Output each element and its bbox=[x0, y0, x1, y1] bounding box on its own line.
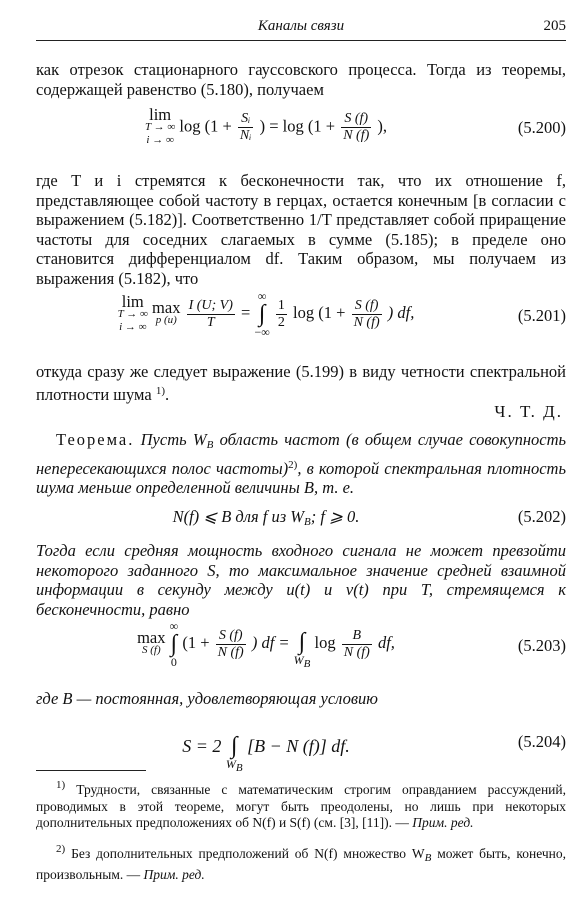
theorem-label: Теорема. bbox=[56, 430, 135, 449]
max-operator: max S (f) bbox=[137, 628, 166, 656]
equation-number: (5.204) bbox=[517, 732, 566, 751]
paragraph-3: откуда сразу же следует выражение (5.199) в виду четности спектральной плотности шума $^{1)}$. bbox=[36, 362, 566, 404]
footnote-ref-2[interactable]: 2) bbox=[288, 458, 298, 471]
paragraph-1: как отрезок стационарного гауссовского процесса. Тогда из теоремы, содержащей равенство (5.180), получаем bbox=[36, 60, 566, 99]
integral-sign: ∫ WB bbox=[293, 629, 311, 670]
footnote-ref-1[interactable]: 1) bbox=[155, 384, 165, 397]
max-operator: max p (u) bbox=[152, 298, 181, 326]
theorem-statement: Теорема. Пусть $W_B$ область частот (в общем случае совокупность непересекающихся полос частоты)$^{2)}$, в которой спектральная плотность шума меньше определенной величины B, т. е. bbox=[36, 430, 566, 497]
equation-5-201: lim T → ∞ i → ∞ max p (u) $\frac{I (U; V)}{T}$ = ∞ ∫ −∞ $\frac{1}{2}$ log (1 + $\frac{S (f)}{N (f)}$ ) df, (5.201) bbox=[117, 289, 566, 339]
page-number: 205 bbox=[543, 18, 566, 34]
limit-operator: lim T → ∞ i → ∞ bbox=[144, 105, 176, 146]
footnote-1: $^{1)}$ Трудности, связанные с математическим строгим оправданием рассуждений, проводимых в этой теореме, могут быть преодолены, но лишь при некоторых дополнительных предположениях об N(f) и S(f) (см. [3], [11]). — Прим. ред. bbox=[36, 779, 567, 830]
limit-operator: lim T → ∞ i → ∞ bbox=[117, 291, 148, 333]
qed-mark: Ч. Т. Д. bbox=[494, 402, 563, 421]
equation-5-202: N(f) ⩽ B для f из $W_B$; f ⩾ 0. (5.202) bbox=[172, 507, 566, 528]
equation-number: (5.203) bbox=[517, 636, 566, 655]
equation-number: (5.202) bbox=[517, 507, 566, 526]
footnote-separator bbox=[36, 770, 146, 771]
integral-sign: ∞ ∫ −∞ bbox=[254, 289, 270, 339]
running-head bbox=[36, 18, 566, 41]
equation-5-203: max S (f) ∞ ∫ 0 (1 + $\frac{S (f)}{N (f)}$ ) df = ∫ WB log $\frac{B}{N (f)}$ df, (5.203) bbox=[137, 619, 566, 670]
paragraph-5: Тогда если средняя мощность входного сигнала не может превзойти некоторого заданного S, то максимальное значение средней взаимной информации в секунду между u(t) и v(t) при T, стремящемся к бесконечности, равно bbox=[36, 541, 566, 619]
paragraph-6: где B — постоянная, удовлетворяющая условию bbox=[36, 689, 378, 708]
equation-5-204: S = 2 ∫ WB [B − N (f)] df. (5.204) bbox=[36, 718, 566, 766]
equation-number: (5.200) bbox=[517, 118, 566, 137]
equation-number: (5.201) bbox=[517, 306, 566, 325]
equation-5-200: lim T → ∞ i → ∞ log (1 + $\frac{\text{Sᵢ}}{\text{Nᵢ}}$ ) = log (1 + $\frac{S (f)}{N (f)}$ ), (5.200) bbox=[144, 105, 566, 146]
footnote-2: $^{2)}$ Без дополнительных предположений об N(f) множество $W_B$ может быть, конечно, произвольным. — Прим. ред. bbox=[36, 843, 567, 882]
integral-sign: ∞ ∫ 0 bbox=[169, 619, 179, 669]
paragraph-2: где T и i стремятся к бесконечности так, что их отношение f, представляющее собой частоту в герцах, остается конечным [в согласии с выражением (5.182)]. Соответственно 1/T представляет собой приращение частоты для соседних слагаемых в сумме (5.185); в пределе оно становится дифференциалом df. Таким образом, мы получаем из выражения (5.182), что bbox=[36, 171, 566, 288]
integral-sign: ∫ WB bbox=[225, 733, 243, 774]
running-title: Каналы связи bbox=[257, 18, 345, 34]
